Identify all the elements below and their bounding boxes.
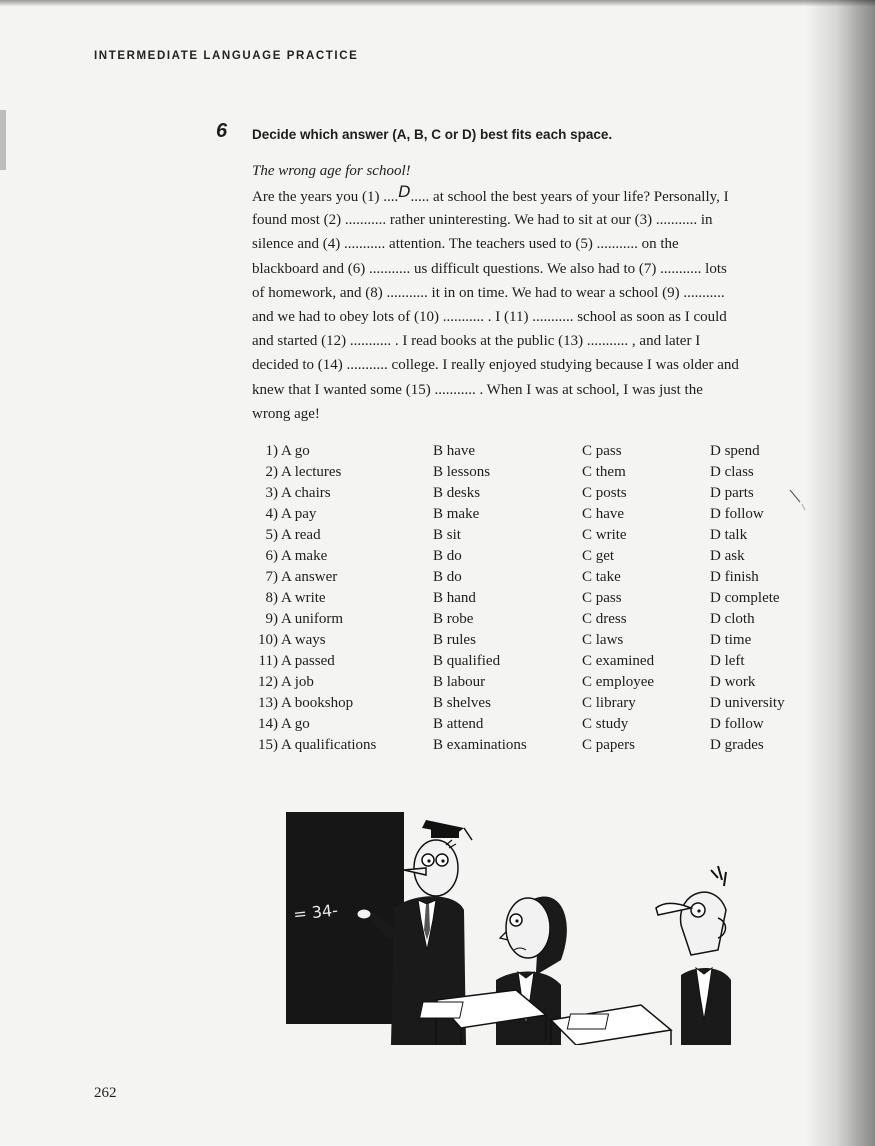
option-c: C pass bbox=[582, 443, 622, 459]
option-d: D work bbox=[710, 674, 756, 690]
option-number: 2) bbox=[265, 464, 278, 480]
option-d: D parts bbox=[710, 485, 754, 501]
option-d: D spend bbox=[710, 443, 760, 459]
option-c: C library bbox=[582, 695, 636, 711]
option-a: A passed bbox=[281, 653, 335, 669]
option-c: C employee bbox=[582, 674, 655, 690]
option-c: C study bbox=[582, 716, 629, 732]
option-a: A bookshop bbox=[281, 695, 354, 711]
option-c: C have bbox=[582, 506, 625, 522]
option-row bbox=[252, 651, 812, 672]
option-c: C examined bbox=[582, 653, 655, 669]
paper bbox=[567, 1014, 608, 1029]
option-a: A write bbox=[281, 590, 326, 606]
option-d: D finish bbox=[710, 569, 759, 585]
option-number: 12) bbox=[258, 674, 278, 690]
exercise-instruction: Decide which answer (A, B, C or D) best fits each space. bbox=[252, 127, 613, 142]
option-b: B have bbox=[433, 443, 476, 459]
option-a: A go bbox=[281, 716, 310, 732]
option-a: A ways bbox=[281, 632, 326, 648]
option-a: A uniform bbox=[281, 611, 344, 627]
option-b: B examinations bbox=[433, 737, 527, 753]
handwritten-answer: D bbox=[398, 182, 411, 201]
option-row bbox=[252, 567, 812, 588]
option-a: A go bbox=[281, 443, 310, 459]
option-a: A lectures bbox=[281, 464, 342, 480]
option-b: B labour bbox=[433, 674, 486, 690]
option-a: A make bbox=[281, 548, 328, 564]
option-d: D talk bbox=[710, 527, 748, 543]
blackboard-text: = 34- bbox=[292, 900, 339, 924]
option-number: 5) bbox=[265, 527, 278, 543]
option-number: 8) bbox=[265, 590, 278, 606]
option-row bbox=[252, 735, 812, 756]
option-d: D cloth bbox=[710, 611, 755, 627]
option-row bbox=[252, 525, 812, 546]
option-row bbox=[252, 609, 812, 630]
passage-line: of homework, and (8) ........... it in on time. We had to wear a school (9) ........... bbox=[252, 284, 725, 301]
option-d: D time bbox=[710, 632, 752, 648]
option-row bbox=[252, 588, 812, 609]
page-left-edge bbox=[0, 110, 6, 170]
passage-title: The wrong age for school! bbox=[252, 163, 411, 179]
option-d: D ask bbox=[710, 548, 745, 564]
passage-line: wrong age! bbox=[252, 405, 320, 422]
student-figure bbox=[656, 866, 731, 1045]
option-number: 14) bbox=[258, 716, 278, 732]
option-b: B lessons bbox=[433, 464, 491, 480]
option-number: 13) bbox=[258, 695, 278, 711]
option-c: C posts bbox=[582, 485, 627, 501]
option-d: D left bbox=[710, 653, 745, 669]
option-a: A qualifications bbox=[281, 737, 377, 753]
option-b: B make bbox=[433, 506, 480, 522]
option-b: B desks bbox=[433, 485, 481, 501]
option-row bbox=[252, 714, 812, 735]
running-header: INTERMEDIATE LANGUAGE PRACTICE bbox=[94, 50, 359, 62]
option-number: 11) bbox=[258, 653, 278, 669]
option-d: D class bbox=[710, 464, 754, 480]
option-number: 4) bbox=[265, 506, 278, 522]
answer-options bbox=[252, 441, 812, 756]
option-row bbox=[252, 546, 812, 567]
option-c: C take bbox=[582, 569, 621, 585]
option-a: A read bbox=[281, 527, 321, 543]
option-number: 9) bbox=[265, 611, 278, 627]
option-row bbox=[252, 462, 812, 483]
passage-line: decided to (14) ........... college. I really enjoyed studying because I was older and bbox=[252, 357, 739, 374]
option-b: B hand bbox=[433, 590, 476, 606]
option-c: C them bbox=[582, 464, 626, 480]
option-c: C pass bbox=[582, 590, 622, 606]
paper bbox=[420, 1002, 463, 1018]
option-number: 1) bbox=[265, 443, 278, 459]
option-number: 10) bbox=[258, 632, 278, 648]
passage-line: found most (2) ........... rather uninteresting. We had to sit at our (3) ........... in bbox=[252, 212, 713, 229]
passage-line bbox=[252, 184, 812, 208]
option-number: 15) bbox=[258, 737, 278, 753]
teacher-cartoon bbox=[286, 800, 736, 1045]
binding-shadow bbox=[805, 0, 875, 1146]
page-number: 262 bbox=[94, 1085, 117, 1101]
option-d: D university bbox=[710, 695, 785, 711]
option-b: B sit bbox=[433, 527, 461, 543]
passage-line: and we had to obey lots of (10) ........... . I (11) ........... school as soon as I could bbox=[252, 308, 727, 325]
option-d: D follow bbox=[710, 506, 764, 522]
option-c: C dress bbox=[582, 611, 627, 627]
option-number: 7) bbox=[265, 569, 278, 585]
option-d: D complete bbox=[710, 590, 780, 606]
passage bbox=[252, 160, 812, 426]
page-top-edge bbox=[0, 0, 875, 6]
option-c: C get bbox=[582, 548, 615, 564]
option-number: 6) bbox=[265, 548, 278, 564]
option-b: B do bbox=[433, 569, 462, 585]
passage-line: and started (12) ........... . I read books at the public (13) ........... , and later I bbox=[252, 333, 701, 350]
option-a: A pay bbox=[281, 506, 317, 522]
option-d: D grades bbox=[710, 737, 764, 753]
option-b: B rules bbox=[433, 632, 476, 648]
option-a: A job bbox=[281, 674, 314, 690]
option-b: B do bbox=[433, 548, 462, 564]
option-row bbox=[252, 483, 812, 504]
option-b: B shelves bbox=[433, 695, 491, 711]
passage-text: Are the years you (1) .... bbox=[252, 189, 399, 205]
option-d: D follow bbox=[710, 716, 764, 732]
option-c: C papers bbox=[582, 737, 635, 753]
option-c: C laws bbox=[582, 632, 624, 648]
option-row bbox=[252, 630, 812, 651]
option-a: A chairs bbox=[281, 485, 331, 501]
option-row bbox=[252, 441, 812, 462]
passage-text: ..... at school the best years of your life? Personally, I bbox=[410, 189, 729, 205]
option-b: B attend bbox=[433, 716, 484, 732]
passage-line: knew that I wanted some (15) ........... . When I was at school, I was just the bbox=[252, 381, 703, 398]
exercise-number: 6 bbox=[216, 120, 228, 142]
option-b: B qualified bbox=[433, 653, 501, 669]
passage-line: blackboard and (6) ........... us difficult questions. We also had to (7) ........... lots bbox=[252, 260, 727, 277]
option-b: B robe bbox=[433, 611, 474, 627]
option-a: A answer bbox=[281, 569, 338, 585]
option-number: 3) bbox=[265, 485, 278, 501]
option-c: C write bbox=[582, 527, 627, 543]
option-row bbox=[252, 693, 812, 714]
option-row bbox=[252, 504, 812, 525]
passage-line: silence and (4) ........... attention. The teachers used to (5) ........... on the bbox=[252, 236, 679, 253]
option-row bbox=[252, 672, 812, 693]
